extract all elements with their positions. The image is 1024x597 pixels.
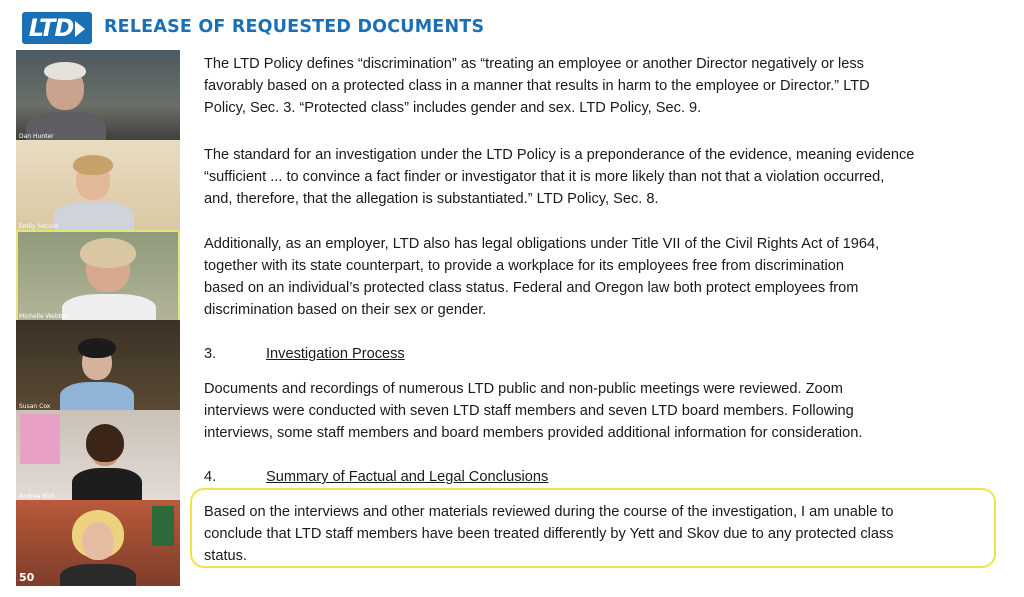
participant-name: Susan Cox [19,403,51,410]
participant-hair [73,155,113,175]
participant-hair [80,238,136,268]
participant-tile[interactable] [16,500,180,586]
paragraph-discrimination-definition: The LTD Policy defines “discrimination” as “treating an employee or another Director negatively or less favorably based on a protected class in a manner that results in harm to the employee or Director.” LTD Policy, Sec. 3. “Protected class” includes gender and sex. LTD Policy, Sec. 9. [204,56,870,116]
active-speaker-tile[interactable] [16,230,180,322]
paragraph-legal-obligations: Additionally, as an employer, LTD also has legal obligations under Title VII of the Civil Rights Act of 1964, together with its state counterpart, to provide a workplace for its employees free from discrimination based on an individual’s protected class status. Federal and Oregon law both protect employees from discrimination based on their sex or gender. [204,236,880,318]
participant-name: Michelle Webber [19,313,69,320]
tile-label: 50 [19,571,35,584]
participant-name: Andrea Eich [19,493,55,500]
ltd-logo: LTD [22,12,92,44]
section-heading-investigation-process: 3. Investigation Process [204,346,405,362]
paragraph-conclusion: Based on the interviews and other materials reviewed during the course of the investigation, I am unable to conclude that LTD staff members have been treated differently by Yett and Skov due to any protected class status. [204,504,894,564]
participant-body [72,468,142,502]
participant-hair [78,338,116,358]
participant-tile[interactable] [16,50,180,142]
conclusion-highlight-box [190,488,996,568]
participant-body [60,564,136,586]
participant-name: Emily Secord [19,223,59,230]
video-participant-strip [16,50,180,586]
participant-tile[interactable] [16,410,180,502]
participant-tile[interactable] [16,140,180,232]
section-heading-summary: 4. Summary of Factual and Legal Conclusions [204,469,549,485]
participant-body [62,294,156,322]
page-title: RELEASE OF REQUESTED DOCUMENTS [104,17,485,37]
participant-tile[interactable] [16,320,180,412]
wall-art [20,414,60,464]
participant-name: Dan Hunter [19,133,54,140]
slide-header [0,0,840,48]
participant-body [60,382,134,412]
participant-hair [86,424,124,462]
paragraph-investigation-standard: The standard for an investigation under the LTD Policy is a preponderance of the evidence, meaning evidence “sufficient ... to convince a fact finder or investigator that it is more likely than not that a violation occurred, and, therefore, that the allegation is substantiated.” LTD Policy, Sec. 8. [204,147,915,207]
paragraph-investigation-process: Documents and recordings of numerous LTD public and non-public meetings were reviewed. Zoom interviews were conducted with seven LTD staff members and seven LTD board members. Following interviews, some staff members and board members provided additional information for consideration. [204,381,863,441]
logo-arrow-icon [75,21,85,37]
participant-body [54,202,134,232]
wall-sign [152,506,174,546]
participant-face [82,522,114,560]
participant-hair [44,62,86,80]
